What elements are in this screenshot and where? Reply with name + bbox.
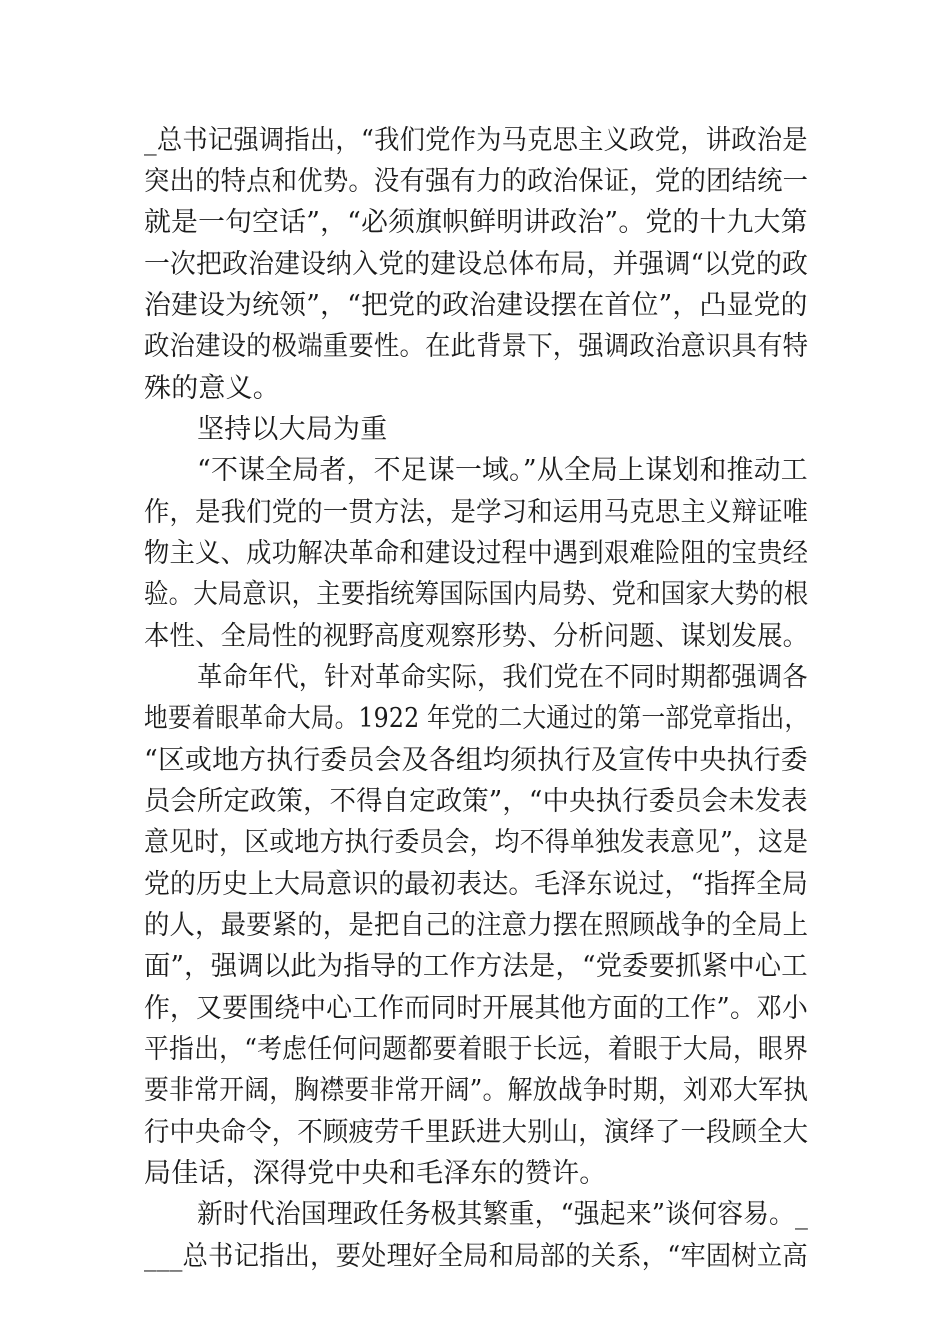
text-line: 就是一句空话”，“必须旗帜鲜明讲政治”。党的十九大第 xyxy=(144,207,808,238)
text-line: 面”，强调以此为指导的工作方法是，“党委要抓紧中心工 xyxy=(144,951,808,982)
text-line: 作，是我们党的一贯方法，是学习和运用马克思主义辩证唯 xyxy=(144,497,809,528)
text-line: 党的历史上大局意识的最初表达。毛泽东说过，“指挥全局 xyxy=(144,869,809,900)
text-line: 局佳话，深得党中央和毛泽东的赞许。 xyxy=(144,1158,607,1189)
text-line: _总书记强调指出，“我们党作为马克思主义政党，讲政治是 xyxy=(144,125,808,156)
text-line: 一次把政治建设纳入党的建设总体布局，并强调“以党的政 xyxy=(144,249,809,280)
text-line: “不谋全局者，不足谋一域。”从全局上谋划和推动工 xyxy=(197,455,808,486)
text-line: 本性、全局性的视野高度观察形势、分析问题、谋划发展。 xyxy=(144,621,809,652)
text-line: 治建设为统领”，“把党的政治建设摆在首位”，凸显党的 xyxy=(144,290,808,321)
text-line: 平指出，“考虑任何问题都要着眼于长远，着眼于大局，眼界 xyxy=(144,1034,809,1065)
text-line: “区或地方执行委员会及各组均须执行及宣传中央执行委 xyxy=(144,745,808,776)
text-line: 突出的特点和优势。没有强有力的政治保证，党的团结统一 xyxy=(144,166,809,197)
text-line: 革命年代，针对革命实际，我们党在不同时期都强调各 xyxy=(197,662,808,693)
text-line: 要非常开阔，胸襟要非常开阔”。解放战争时期，刘邓大军执 xyxy=(144,1075,809,1106)
text-line: ___总书记指出，要处理好全局和局部的关系，“牢固树立高 xyxy=(144,1241,808,1272)
text-line: 的人，最要紧的，是把自己的注意力摆在照顾战争的全局上 xyxy=(144,910,809,941)
text-line: 新时代治国理政任务极其繁重，“强起来”谈何容易。_ xyxy=(197,1199,809,1230)
text-line: 政治建设的极端重要性。在此背景下，强调政治意识具有特 xyxy=(144,331,809,362)
text-line: 物主义、成功解决革命和建设过程中遇到艰难险阻的宝贵经 xyxy=(144,538,809,569)
section-heading: 坚持以大局为重 xyxy=(197,414,388,445)
text-line: 验。大局意识，主要指统筹国际国内局势、党和国家大势的根 xyxy=(144,579,809,610)
text-line: 作，又要围绕中心工作而同时开展其他方面的工作”。邓小 xyxy=(144,993,809,1024)
text-line: 意见时，区或地方执行委员会，均不得单独发表意见”，这是 xyxy=(144,827,809,858)
text-line: 行中央命令，不顾疲劳千里跃进大别山，演绎了一段顾全大 xyxy=(144,1117,809,1148)
text-line: 员会所定政策，不得自定政策”，“中央执行委员会未发表 xyxy=(144,786,808,817)
text-line: 地要着眼革命大局。1922 年党的二大通过的第一部党章指出， xyxy=(144,703,809,734)
text-line: 殊的意义。 xyxy=(144,373,280,404)
